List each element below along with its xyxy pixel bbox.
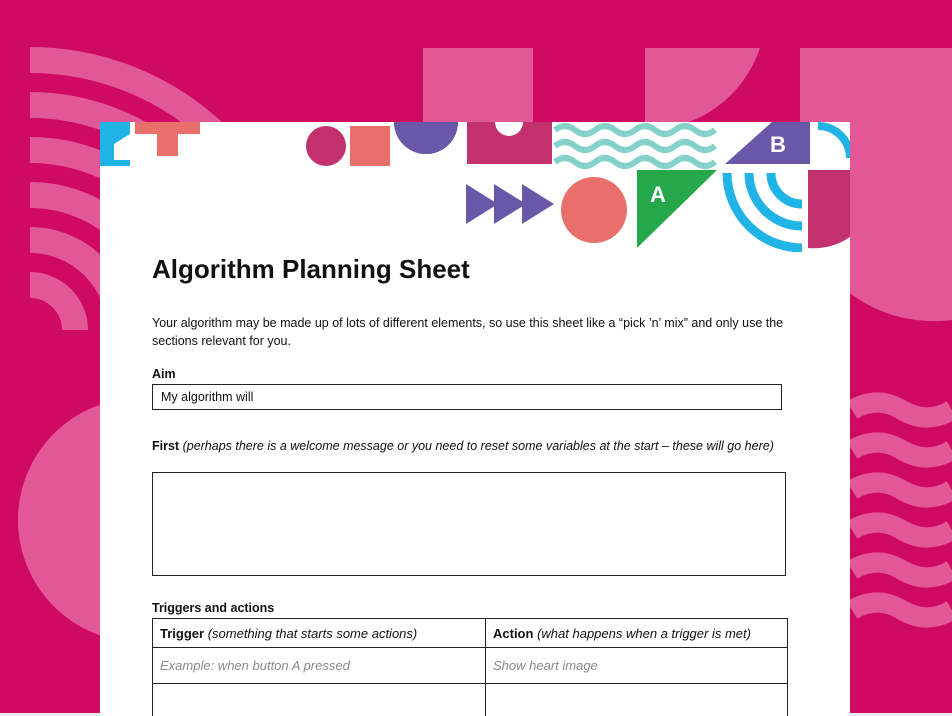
- first-label: [152, 438, 792, 454]
- salmon-circle-shape: [561, 177, 627, 243]
- triggers-table: [152, 618, 788, 716]
- action-header-hint: (what happens when a trigger is met): [537, 625, 751, 641]
- header-decoration: [100, 122, 850, 252]
- intro-text: Your algorithm may be made up of lots of different elements, so use this sheet like a “pick ’n’ mix” and only use the sections relevant for you.: [152, 316, 784, 348]
- table-row: [153, 684, 788, 716]
- cyan-arcs-shape: [727, 173, 802, 248]
- triggers-label: Triggers and actions: [152, 601, 275, 615]
- salmon-t-shape: [135, 122, 200, 156]
- action-column-header: [486, 619, 788, 648]
- table-row: [153, 648, 788, 684]
- aim-label: Aim: [152, 367, 176, 381]
- table-cell-trigger[interactable]: Example: when button A pressed: [153, 648, 486, 684]
- pink-quarter-shape: [808, 170, 850, 248]
- letter-a-label: A: [650, 182, 666, 207]
- bg-waves-shape: [852, 403, 952, 618]
- page-title: Algorithm Planning Sheet: [152, 254, 470, 284]
- action-header-title: Action: [493, 625, 534, 641]
- green-triangle-shape: [637, 170, 717, 248]
- first-field[interactable]: [152, 472, 786, 576]
- play-arrow-icon: [466, 184, 498, 224]
- table-cell-trigger[interactable]: [153, 684, 486, 716]
- bg-half-circle-shape: [645, 48, 760, 130]
- table-cell-action[interactable]: Show heart image: [486, 648, 788, 684]
- purple-triangle-shape: [725, 122, 810, 164]
- trigger-header-title: Trigger: [160, 625, 205, 641]
- pink-circle-shape: [306, 126, 346, 166]
- first-label-title: First: [152, 439, 180, 453]
- salmon-square-shape: [350, 126, 390, 166]
- aim-field[interactable]: My algorithm will: [152, 384, 782, 410]
- letter-b-label: B: [770, 132, 786, 157]
- cyan-rings-shape: [818, 122, 850, 158]
- teal-waves-shape: [555, 126, 715, 166]
- table-header-row: [153, 619, 788, 648]
- trigger-column-header: [153, 619, 486, 648]
- trigger-header-hint: (something that starts some actions): [207, 625, 418, 641]
- bg-square-shape: [423, 48, 533, 128]
- table-cell-action[interactable]: [486, 684, 788, 716]
- worksheet-page: [100, 122, 850, 716]
- first-label-hint: (perhaps there is a welcome message or you need to reset some variables at the start – these will go here): [182, 439, 774, 453]
